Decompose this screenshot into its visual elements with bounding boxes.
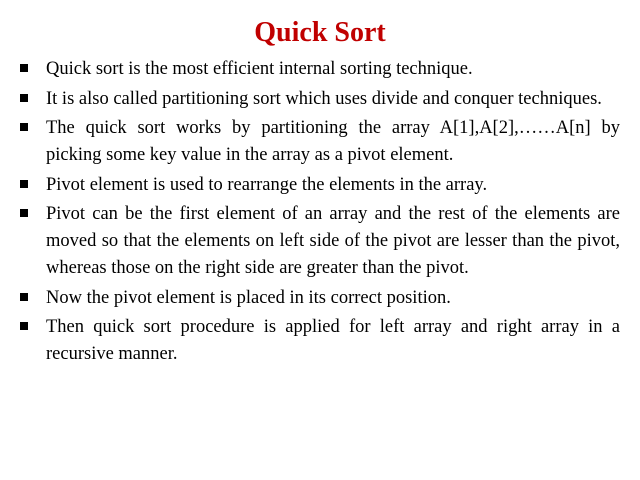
square-bullet-icon xyxy=(20,94,28,102)
bullet-item xyxy=(16,86,620,113)
bullet-text: Quick sort is the most efficient internal sorting technique. xyxy=(46,59,473,79)
bullet-item xyxy=(16,201,620,282)
bullet-text: The quick sort works by partitioning the array A[1],A[2],……A[n] by picking some key value in the array as a pivot element. xyxy=(46,118,620,165)
bullet-text: Pivot element is used to rearrange the elements in the array. xyxy=(46,174,488,195)
square-bullet-icon xyxy=(20,322,28,330)
bullet-list xyxy=(16,56,620,371)
bullet-item xyxy=(16,314,620,368)
bullet-text: Pivot can be the first element of an array and the rest of the elements are moved so that the elements on left side of the pivot are lesser than the pivot, whereas those on the right side are greater than the pivot. xyxy=(46,204,620,278)
square-bullet-icon xyxy=(20,209,28,217)
bullet-item xyxy=(16,56,620,83)
bullet-text: It is also called partitioning sort which uses divide and conquer techniques. xyxy=(46,88,602,109)
bullet-text: Then quick sort procedure is applied for left array and right array in a recursive manner. xyxy=(46,317,620,364)
square-bullet-icon xyxy=(20,123,28,131)
bullet-item xyxy=(16,115,620,169)
square-bullet-icon xyxy=(20,64,28,72)
slide-title: Quick Sort xyxy=(254,17,386,48)
square-bullet-icon xyxy=(20,180,28,188)
bullet-text: Now the pivot element is placed in its correct position. xyxy=(46,287,451,308)
bullet-item xyxy=(16,285,620,312)
square-bullet-icon xyxy=(20,293,28,301)
bullet-item xyxy=(16,172,620,199)
